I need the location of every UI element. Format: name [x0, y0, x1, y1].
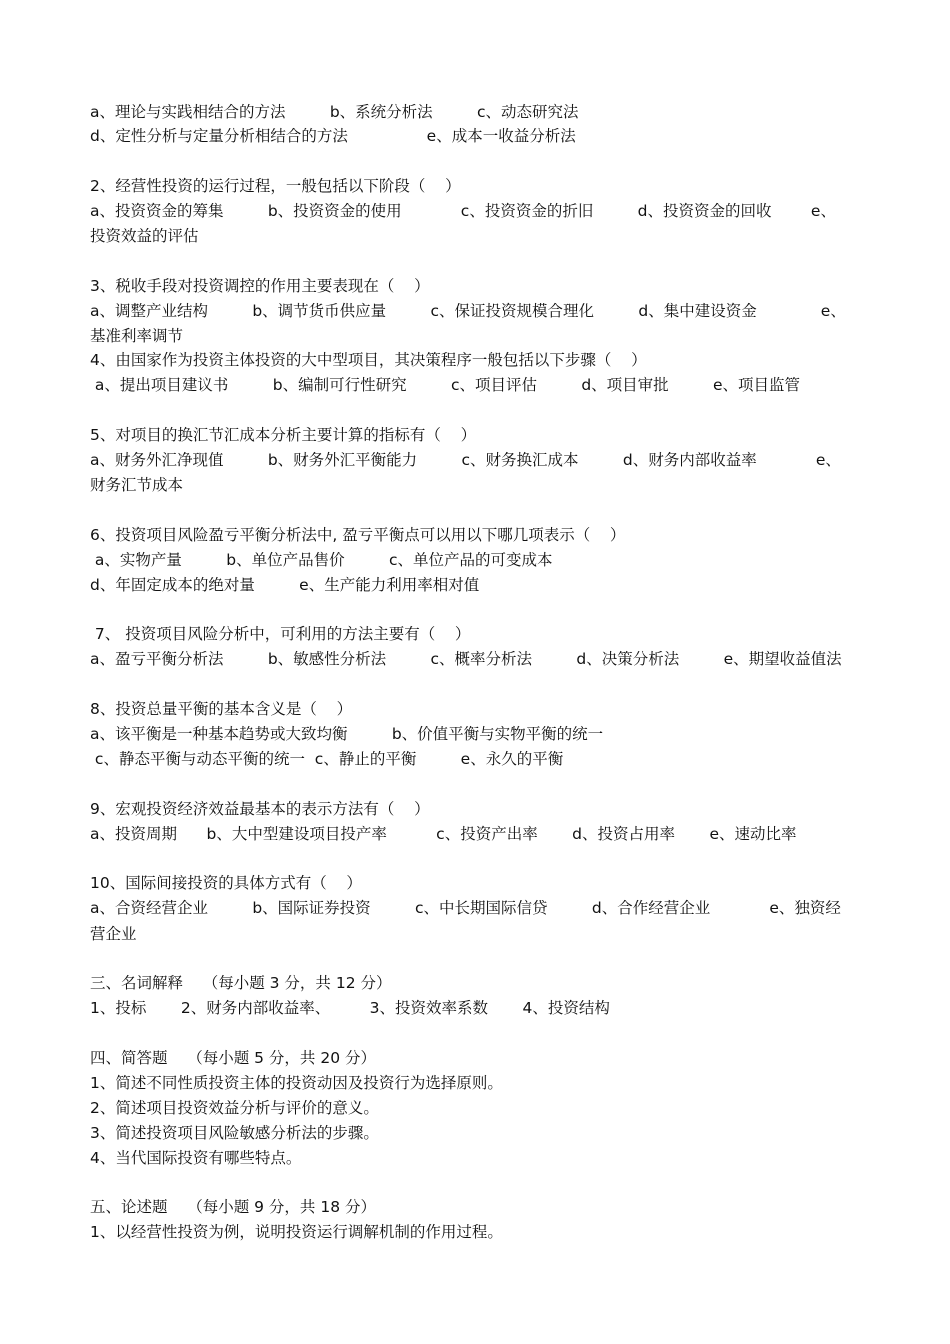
question-8: 8、投资总量平衡的基本含义是（ ） — [90, 700, 353, 718]
q3-options-line-2: 基准利率调节 — [90, 327, 184, 345]
question-6: 6、投资项目风险盈亏平衡分析法中, 盈亏平衡点可以用以下哪几项表示（ ） — [90, 526, 626, 544]
section-3-terms: 1、投标 2、财务内部收益率、 3、投资效率系数 4、投资结构 — [90, 999, 610, 1017]
section-4-question-4: 4、当代国际投资有哪些特点。 — [90, 1149, 302, 1167]
q5-options-line-1: a、财务外汇净现值 b、财务外汇平衡能力 c、财务换汇成本 d、财务内部收益率 e、 — [90, 451, 841, 469]
section-4-question-2: 2、简述项目投资效益分析与评价的意义。 — [90, 1099, 379, 1117]
q10-options-line-2: 营企业 — [90, 925, 137, 943]
question-5: 5、对项目的换汇节汇成本分析主要计算的指标有（ ） — [90, 426, 477, 444]
question-2: 2、经营性投资的运行过程，一般包括以下阶段（ ） — [90, 177, 461, 195]
q9-options: a、投资周期 b、大中型建设项目投产率 c、投资产出率 d、投资占用率 e、速动比率 — [90, 825, 797, 843]
q6-options-line-2: d、年固定成本的绝对量 e、生产能力利用率相对值 — [90, 576, 480, 594]
question-9: 9、宏观投资经济效益最基本的表示方法有（ ） — [90, 800, 430, 818]
section-3-heading: 三、名词解释 （每小题 3 分，共 12 分） — [90, 974, 392, 992]
question-10: 10、国际间接投资的具体方式有（ ） — [90, 874, 362, 892]
q1-options-line-1: a、理论与实践相结合的方法 b、系统分析法 c、动态研究法 — [90, 103, 579, 121]
question-3: 3、税收手段对投资调控的作用主要表现在（ ） — [90, 277, 430, 295]
q3-options-line-1: a、调整产业结构 b、调节货币供应量 c、保证投资规模合理化 d、集中建设资金 e、 — [90, 302, 846, 320]
q10-options-line-1: a、合资经营企业 b、国际证券投资 c、中长期国际信贷 d、合作经营企业 e、独资经 — [90, 899, 841, 917]
question-4: 4、由国家作为投资主体投资的大中型项目，其决策程序一般包括以下步骤（ ） — [90, 351, 647, 369]
section-4-heading: 四、简答题 （每小题 5 分，共 20 分） — [90, 1049, 377, 1067]
section-5-heading: 五、论述题 （每小题 9 分，共 18 分） — [90, 1198, 377, 1216]
section-4-question-3: 3、简述投资项目风险敏感分析法的步骤。 — [90, 1124, 379, 1142]
q6-options-line-1: a、实物产量 b、单位产品售价 c、单位产品的可变成本 — [90, 551, 553, 569]
q8-options-line-2: c、静态平衡与动态平衡的统一 c、静止的平衡 e、永久的平衡 — [90, 750, 564, 768]
q1-options-line-2: d、定性分析与定量分析相结合的方法 e、成本一收益分析法 — [90, 127, 576, 145]
q2-options-line-2: 投资效益的评估 — [90, 227, 199, 245]
question-7: 7、 投资项目风险分析中，可利用的方法主要有（ ） — [90, 625, 471, 643]
section-4-question-1: 1、简述不同性质投资主体的投资动因及投资行为选择原则。 — [90, 1074, 503, 1092]
section-5-question-1: 1、以经营性投资为例，说明投资运行调解机制的作用过程。 — [90, 1223, 503, 1241]
q2-options-line-1: a、投资资金的筹集 b、投资资金的使用 c、投资资金的折旧 d、投资资金的回收 e、 — [90, 202, 836, 220]
q5-options-line-2: 财务汇节成本 — [90, 476, 184, 494]
q4-options: a、提出项目建议书 b、编制可行性研究 c、项目评估 d、项目审批 e、项目监管 — [90, 376, 801, 394]
q8-options-line-1: a、该平衡是一种基本趋势或大致均衡 b、价值平衡与实物平衡的统一 — [90, 725, 604, 743]
q7-options: a、盈亏平衡分析法 b、敏感性分析法 c、概率分析法 d、决策分析法 e、期望收益值法 — [90, 650, 842, 668]
